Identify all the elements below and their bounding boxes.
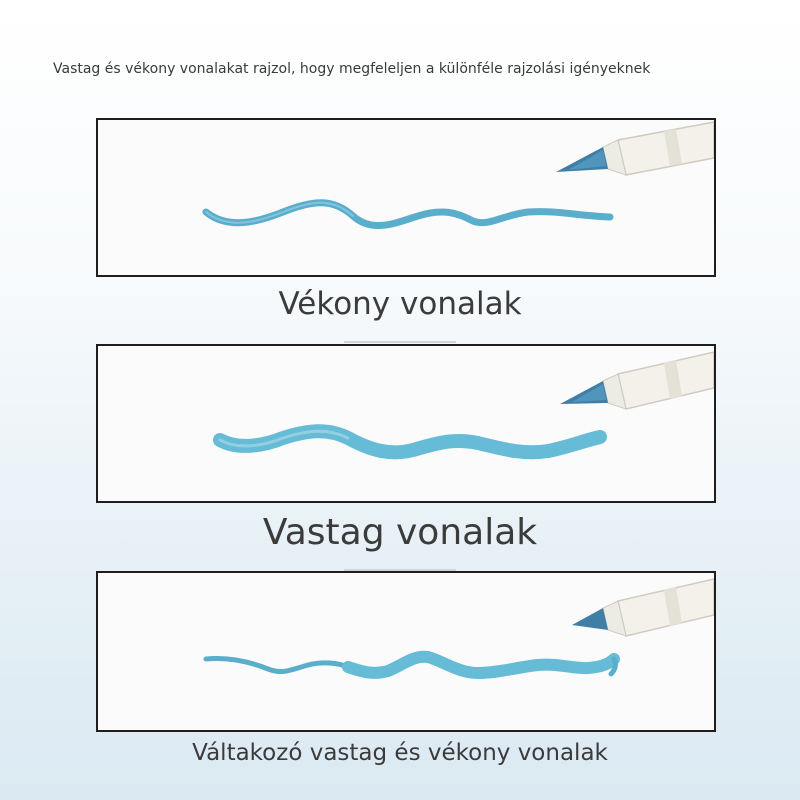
alternating-lines-panel xyxy=(96,571,716,732)
marker-pen-icon xyxy=(572,579,714,636)
thin-lines-panel xyxy=(96,118,716,277)
alternating-ink-stroke-thick xyxy=(348,657,614,673)
thick-lines-caption: Vastag vonalak xyxy=(262,512,538,553)
marker-pen-icon xyxy=(560,352,714,409)
thin-ink-stroke xyxy=(206,203,610,226)
alternating-stroke-drawing xyxy=(98,573,714,730)
tagline: Vastag és vékony vonalakat rajzol, hogy megfeleljen a különféle rajzolási igényeknek xyxy=(53,61,651,77)
marker-pen-icon xyxy=(556,122,714,175)
thick-lines-panel xyxy=(96,344,716,503)
divider xyxy=(344,341,456,343)
thick-stroke-drawing xyxy=(98,346,714,501)
thin-lines-caption: Vékony vonalak xyxy=(278,286,522,322)
thin-stroke-drawing xyxy=(98,120,714,275)
alternating-lines-caption: Váltakozó vastag és vékony vonalak xyxy=(192,740,608,766)
alternating-ink-stroke-thin xyxy=(206,658,348,671)
